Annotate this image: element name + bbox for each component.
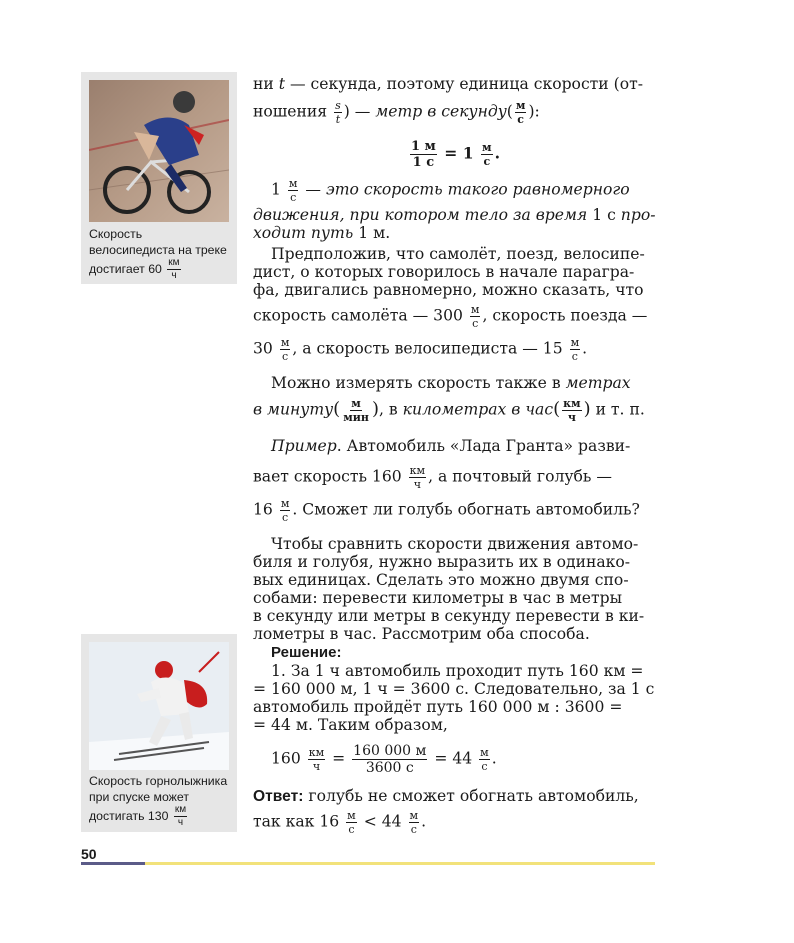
sidebar-figure-skier (81, 634, 237, 832)
p1-line-a: Предположив, что самолёт, поезд, велосипе- (271, 245, 645, 263)
skier-photo (89, 642, 229, 770)
eq1-un: м (482, 141, 492, 154)
p3-line-a: Чтобы сравнить скорости движения автомо- (271, 535, 639, 553)
example-line-b (253, 465, 655, 490)
p2b-ud2: ч (567, 411, 576, 424)
eq2-fn: 160 000 м (353, 743, 427, 759)
def-c: ходит путь (253, 224, 359, 242)
page-number: 50 (81, 846, 97, 862)
ans2-un: м (347, 809, 356, 822)
ex-c-unit (280, 498, 291, 523)
solution-line-4: = 44 м. Таким образом, (253, 716, 448, 734)
l1d: (от- (613, 75, 644, 93)
def-b3: про- (615, 206, 656, 224)
ex-c2: . Сможет ли голубь обогнать автомобиль? (292, 500, 640, 519)
l2e: ): (528, 102, 540, 121)
eq2-ud: ч (312, 760, 321, 773)
cyclist-caption (89, 227, 231, 281)
def-a: — это скорость такого равномерного (300, 180, 630, 199)
p1-line-d (253, 304, 655, 329)
eq2-un: км (308, 746, 325, 759)
ex-b2: , а почтовый голубь — (428, 467, 612, 486)
p1-line-b: дист, о которых говорилось в начале парагра- (253, 263, 635, 281)
l2b: ) — (343, 102, 376, 121)
p1e-ud: с (282, 350, 289, 363)
ex-b-un: км (409, 464, 426, 477)
footer-rule-dark (81, 862, 145, 865)
l2-fn: s (335, 99, 341, 112)
skier-unit-fraction (174, 805, 187, 828)
l1c: — секунда, поэтому единица скорости (285, 75, 614, 93)
l2-un: м (515, 99, 526, 112)
s-over-t-fraction (334, 100, 342, 125)
ex-i: Пример (271, 437, 337, 455)
eq1-d: 1 с (412, 155, 435, 170)
p2-line-b: в минуту( $\frac{м}{\text{мин}}$ ), в километрах в час( $\frac{км}{ч}$ ) и т. п. (253, 397, 645, 424)
cyclist-unit-num: км (168, 257, 180, 268)
cyclist-unit-den: ч (171, 270, 177, 281)
def-unit (288, 178, 299, 203)
text-line-1 (253, 74, 655, 95)
p2a-i: метрах (565, 374, 631, 392)
answer-line-2 (253, 810, 655, 835)
eq2-unit (308, 747, 325, 772)
answer-text: голубь не сможет обогнать автомобиль, (303, 787, 639, 805)
p3-line-f: лометры в час. Рассмотрим оба способа. (253, 625, 590, 643)
eq1-end: . (494, 143, 501, 163)
p2b-ud: мин (343, 411, 369, 424)
skier-caption-text: Скорость горнолыжника при спуске может достигать 130 (89, 774, 228, 823)
p1-line-c: фа, двигались равномерно, можно сказать, что (253, 281, 644, 299)
p2b2: , в (378, 400, 403, 419)
eq2-c: = 44 (429, 749, 478, 768)
skier-unit-num: км (174, 804, 187, 815)
cyclist-caption-text: Скорость велосипедиста на треке достигает 60 (89, 227, 227, 276)
ans2-ud2: с (410, 823, 417, 836)
eq2-fraction (352, 744, 427, 775)
eq2-un2: м (480, 746, 489, 759)
p2b3-i: километрах в час (402, 400, 554, 419)
p1e-un: м (280, 336, 290, 349)
ans2-unit2 (409, 810, 420, 835)
p1e-unit (280, 337, 291, 362)
ans2-ud: с (348, 823, 355, 836)
ans2-unit (346, 810, 357, 835)
def-b2: 1 с (592, 206, 616, 224)
p3-line-d: собами: перевести километры в час в метры (253, 589, 623, 607)
ex-b-unit (409, 465, 426, 490)
p3-line-b: биля и голубя, нужно выразить их в одинако- (253, 553, 631, 571)
ans2-a: так как 16 (253, 812, 345, 831)
definition-line-3 (253, 223, 655, 244)
cyclist-unit-fraction (167, 258, 180, 281)
p2b-unit (342, 398, 370, 423)
p2-line-a (271, 373, 673, 394)
l2c: метр в секунду (375, 102, 507, 121)
p1-line-e (253, 337, 655, 362)
eq2-unit2 (479, 747, 490, 772)
l1b: t (278, 75, 286, 93)
p1e3: . (582, 339, 588, 358)
p2b-un2: км (563, 397, 581, 410)
m-per-s-fraction (515, 100, 527, 125)
ex-b: вает скорость 160 (253, 467, 407, 486)
l2-ud: с (517, 113, 524, 126)
equation-2 (271, 744, 673, 775)
eq2-fd: 3600 с (365, 760, 414, 776)
p3-line-c: вых единицах. Сделать это можно двумя спо- (253, 571, 629, 589)
eq2-b: = (327, 749, 351, 768)
l2-fd: t (335, 113, 341, 126)
example-line-a (271, 436, 673, 457)
def-b: движения, при котором тело за время (253, 206, 593, 224)
l1a: ни (253, 75, 279, 93)
footer-rule-yellow (145, 862, 655, 865)
l2a: ношения (253, 102, 333, 121)
eq1-ud: с (483, 155, 491, 168)
p1d: скорость самолёта — 300 (253, 306, 468, 325)
p2a: Можно измерять скорость также в (271, 374, 566, 392)
solution-heading: Решение: (271, 644, 342, 661)
eq2-a: 160 (271, 749, 306, 768)
example-line-c (253, 498, 655, 523)
definition-line-1 (271, 178, 655, 203)
eq1-n: 1 м (410, 139, 436, 154)
p2b-un: м (351, 397, 361, 410)
p3-line-e: в секунду или метры в секунду перевести в ки- (253, 607, 645, 625)
answer-label: Ответ: (253, 788, 304, 805)
cyclist-photo (89, 80, 229, 222)
def-c2: 1 м. (358, 224, 391, 242)
solution-line-1: 1. За 1 ч автомобиль проходит путь 160 км = (271, 662, 644, 680)
ex-c-ud: с (282, 511, 289, 524)
p1d-un: м (470, 303, 480, 316)
eq2-d: . (491, 749, 497, 768)
skier-unit-den: ч (177, 817, 184, 828)
solution-line-3: автомобиль пройдёт путь 160 000 м : 3600 = (253, 698, 623, 716)
p2b-i: в минуту (253, 400, 334, 419)
def-ud: с (290, 191, 297, 204)
ans2-c: . (421, 812, 427, 831)
p1e-un2: м (570, 336, 580, 349)
p1e-unit2 (570, 337, 581, 362)
def-un: м (288, 177, 298, 190)
p1e-ud2: с (571, 350, 578, 363)
p1d2: , скорость поезда — (482, 306, 648, 325)
eq1-mid: = 1 (438, 143, 480, 163)
skier-caption (89, 774, 235, 828)
p2b4: и т. п. (590, 400, 645, 419)
text-line-2 (253, 100, 655, 125)
def-num: 1 (271, 180, 286, 199)
equation-1 (253, 140, 655, 169)
ex-c: 16 (253, 500, 278, 519)
solution-line-2: = 160 000 м, 1 ч = 3600 с. Следовательно, за 1 с (253, 680, 655, 698)
eq1-unit (481, 142, 493, 167)
p2b-unit2 (562, 398, 582, 423)
eq1-fraction (410, 140, 437, 169)
l2d: ( (506, 102, 513, 121)
p1e: 30 (253, 339, 278, 358)
ex-c-un: м (280, 497, 290, 510)
ex-a: . Автомобиль «Лада Гранта» разви- (336, 437, 631, 455)
ex-b-ud: ч (413, 478, 422, 491)
p1d-unit (470, 304, 481, 329)
ans2-un2: м (409, 809, 419, 822)
ans2-b: < 44 (358, 812, 407, 831)
answer-line-1 (253, 786, 655, 808)
p1d-ud: с (472, 317, 479, 330)
p1e2: , а скорость велосипедиста — 15 (292, 339, 568, 358)
sidebar-figure-cyclist (81, 72, 237, 284)
eq2-ud2: с (481, 760, 488, 773)
